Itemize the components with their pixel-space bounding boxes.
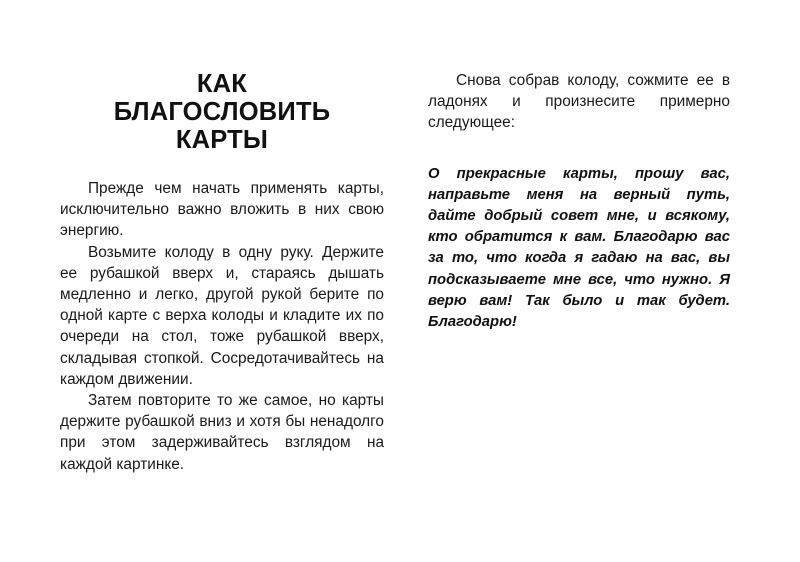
right-column	[428, 70, 730, 333]
page-title	[60, 70, 384, 154]
blessing-prayer: О прекрасные карты, прошу вас, направьте меня на верный путь, дайте добрый совет мне, и всякому, кто обратится к вам. Благодарю вас за то, что когда я гадаю на вас, вы подсказываете мне все, что нужно. Я верю вам! Так было и так будет. Благодарю!	[428, 165, 730, 331]
paragraph-energy: Прежде чем начать применять карты, исключительно важно вложить в них свою энергию.	[60, 180, 384, 240]
title-line: КАК	[196, 70, 248, 98]
paragraph-deck-face-down: Возьмите колоду в одну руку. Держите ее рубашкой вверх и, стараясь дышать медленно и легко, другой рукой берите по одной карте с верха колоды и кладите их по очереди на стол, тоже рубашкой вверх, складывая стопкой. Сосредотачивайтесь на каждом движении.	[60, 243, 384, 388]
paragraph-intro: Снова собрав колоду, сожмите ее в ладонях и произнесите примерно следующее:	[428, 72, 730, 132]
title-line: КАРТЫ	[175, 126, 269, 154]
title-line: БЛАГОСЛОВИТЬ	[113, 98, 331, 126]
paragraph-deck-face-up: Затем повторите то же самое, но карты держите рубашкой вниз и хотя бы ненадолго при этом задерживайтесь взглядом на каждой картинке.	[60, 392, 384, 473]
left-column	[60, 70, 384, 475]
